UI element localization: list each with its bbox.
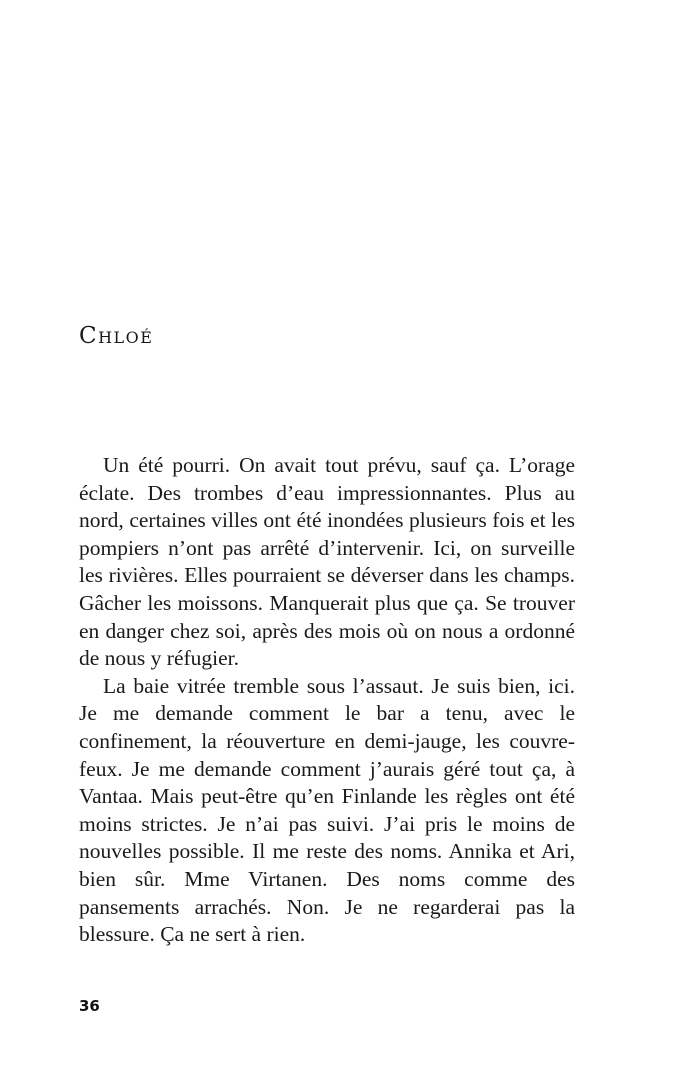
chapter-title: Chloé [79, 323, 154, 349]
chapter-body [79, 452, 575, 949]
paragraph-2: La baie vitrée tremble sous l’assaut. Je suis bien, ici. Je me demande comment le bar a tenu, avec le confinement, la réouverture en demi-jauge, les couvre-feux. Je me demande comment j’aurais géré tout ça, à Vantaa. Mais peut-être qu’en Finlande les règles ont été moins strictes. Je n’ai pas suivi. J’ai pris le moins de nouvelles possible. Il me reste des noms. Annika et Ari, bien sûr. Mme Virtanen. Des noms comme des pansements arrachés. Non. Je ne regarderai pas la blessure. Ça ne sert à rien. [79, 673, 575, 947]
page-number: 36 [79, 997, 100, 1015]
paragraph-1: Un été pourri. On avait tout prévu, sauf ça. L’orage éclate. Des trombes d’eau impressionnantes. Plus au nord, certaines villes ont été inondées plusieurs fois et les pompiers n’ont pas arrêté d’intervenir. Ici, on surveille les rivières. Elles pourraient se déverser dans les champs. Gâcher les moissons. Manquerait plus que ça. Se trouver en danger chez soi, après des mois où on nous a ordonné de nous y réfugier. [79, 453, 575, 671]
